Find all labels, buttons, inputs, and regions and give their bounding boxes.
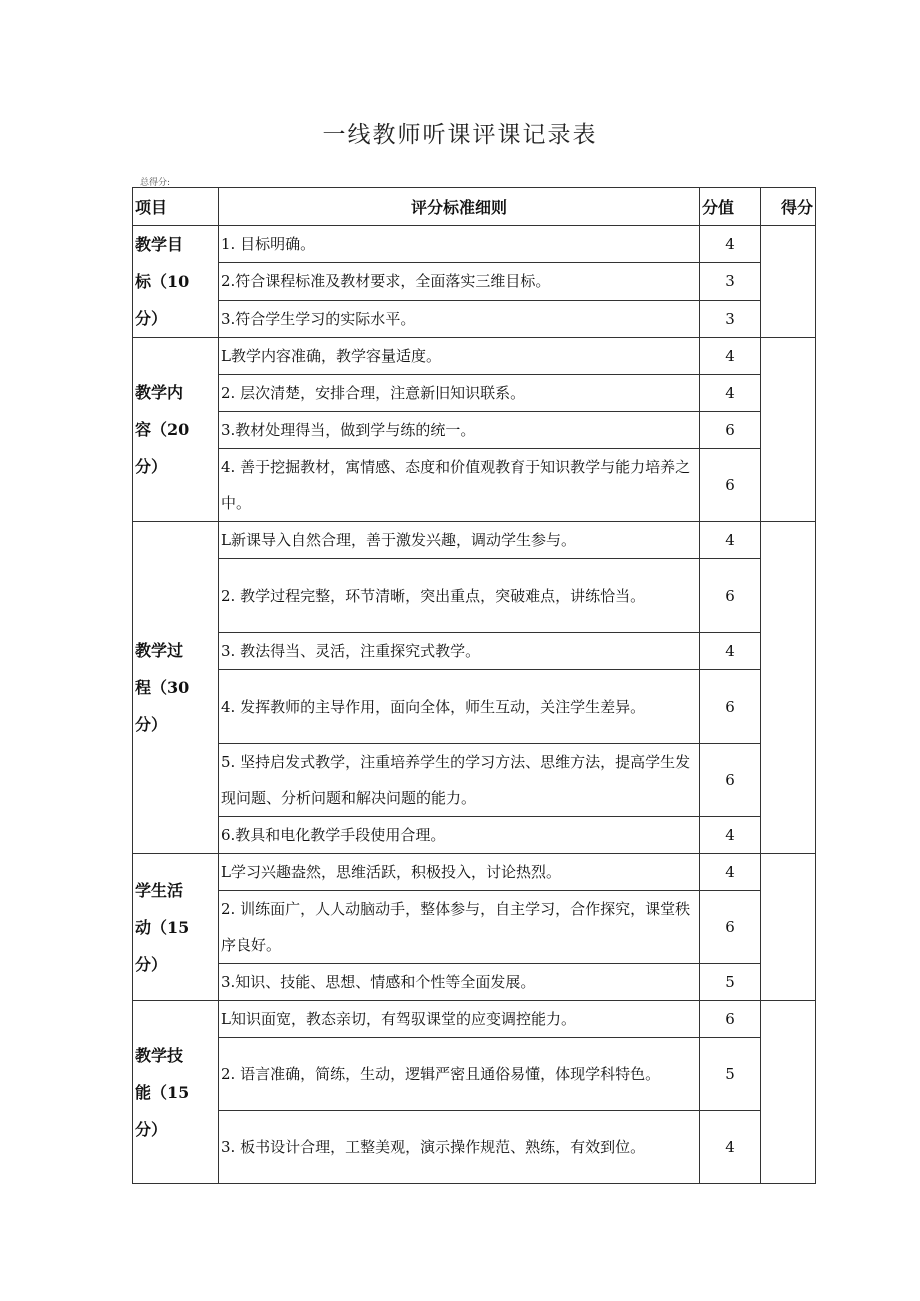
- table-row: [133, 338, 816, 375]
- table-row: [133, 263, 816, 300]
- section-name-line: 教学过: [135, 641, 184, 660]
- header-score: 得分: [761, 188, 816, 226]
- score-input-cell[interactable]: [761, 522, 816, 854]
- table-row: [133, 1038, 816, 1111]
- section-name: [133, 226, 219, 338]
- criterion-text: 2.符合课程标准及教材要求，全面落实三维目标。: [219, 263, 700, 300]
- table-row: [133, 449, 816, 522]
- score-input-cell[interactable]: [761, 338, 816, 522]
- criterion-text: 4. 善于挖掘教材，寓情感、态度和价值观教育于知识教学与能力培养之中。: [219, 449, 700, 522]
- points-value: 6: [700, 559, 761, 633]
- section-name-line: 标（10: [135, 272, 190, 291]
- table-row: [133, 891, 816, 964]
- table-row: [133, 744, 816, 817]
- criterion-text: 2. 层次清楚，安排合理，注意新旧知识联系。: [219, 375, 700, 412]
- points-value: 4: [700, 226, 761, 263]
- section-name-line: 教学技: [135, 1045, 184, 1065]
- points-value: 6: [700, 744, 761, 817]
- points-value: 6: [700, 449, 761, 522]
- table-row: [133, 559, 816, 633]
- table-row: [133, 854, 816, 891]
- table-row: [133, 1111, 816, 1184]
- table-row: [133, 375, 816, 412]
- section-name-line: 教学内: [135, 383, 184, 402]
- table-row: [133, 1001, 816, 1038]
- points-value: 4: [700, 338, 761, 375]
- header-criteria: 评分标准细则: [219, 188, 700, 226]
- points-value: 5: [700, 1038, 761, 1111]
- points-value: 4: [700, 375, 761, 412]
- section-name-line: 分）: [135, 954, 168, 974]
- score-input-cell[interactable]: [761, 226, 816, 338]
- points-value: 4: [700, 1111, 761, 1184]
- criterion-text: 2. 语言准确，简练，生动，逻辑严密且通俗易懂，体现学科特色。: [219, 1038, 700, 1111]
- table-row: [133, 300, 816, 337]
- criterion-text: 2. 教学过程完整，环节清晰，突出重点，突破难点，讲练恰当。: [219, 559, 700, 633]
- points-value: 5: [700, 964, 761, 1001]
- section-name-line: 程（30: [135, 678, 190, 697]
- section-name: [133, 338, 219, 522]
- evaluation-table: [132, 187, 816, 1184]
- section-name: [133, 1001, 219, 1184]
- section-name-line: 分）: [135, 1119, 168, 1139]
- score-input-cell[interactable]: [761, 854, 816, 1001]
- criterion-text: 1. 目标明确。: [219, 226, 700, 263]
- section-name-line: 能（15: [135, 1082, 190, 1102]
- criterion-text: 5. 坚持启发式教学，注重培养学生的学习方法、思维方法，提高学生发现问题、分析问题和解决问题的能力。: [219, 744, 700, 817]
- section-name-line: 容（20: [135, 420, 190, 439]
- points-value: 3: [700, 263, 761, 300]
- criterion-text: 4. 发挥教师的主导作用，面向全体，师生互动，关注学生差异。: [219, 670, 700, 744]
- table-row: [133, 633, 816, 670]
- points-value: 4: [700, 522, 761, 559]
- criterion-text: L教学内容准确，教学容量适度。: [219, 338, 700, 375]
- criterion-text: 3.知识、技能、思想、情感和个性等全面发展。: [219, 964, 700, 1001]
- criterion-text: 6.教具和电化教学手段使用合理。: [219, 817, 700, 854]
- table-row: [133, 964, 816, 1001]
- points-value: 6: [700, 670, 761, 744]
- section-name-line: 分）: [135, 457, 168, 476]
- criterion-text: 3. 教法得当、灵活，注重探究式教学。: [219, 633, 700, 670]
- section-name-line: 学生活: [135, 880, 184, 900]
- criterion-text: L学习兴趣盎然，思维活跃，积极投入，讨论热烈。: [219, 854, 700, 891]
- criterion-text: 3.符合学生学习的实际水平。: [219, 300, 700, 337]
- table-row: [133, 522, 816, 559]
- section-name: [133, 522, 219, 854]
- table-row: [133, 817, 816, 854]
- section-name-line: 动（15: [135, 917, 190, 937]
- criterion-text: 3.教材处理得当，做到学与练的统一。: [219, 412, 700, 449]
- section-name-line: 分）: [135, 309, 168, 328]
- score-input-cell[interactable]: [761, 1001, 816, 1184]
- header-points: 分值: [700, 188, 761, 226]
- total-score-label: 总得分:: [140, 178, 171, 188]
- criterion-text: L知识面宽，教态亲切，有驾驭课堂的应变调控能力。: [219, 1001, 700, 1038]
- criterion-text: L新课导入自然合理，善于激发兴趣，调动学生参与。: [219, 522, 700, 559]
- points-value: 4: [700, 854, 761, 891]
- points-value: 6: [700, 412, 761, 449]
- table-row: [133, 226, 816, 263]
- section-name-line: 教学目: [135, 235, 184, 254]
- section-name-line: 分）: [135, 715, 168, 734]
- page-title: 一线教师听课评课记录表: [322, 122, 598, 148]
- header-project: 项目: [133, 188, 219, 226]
- points-value: 4: [700, 633, 761, 670]
- points-value: 6: [700, 1001, 761, 1038]
- table-row: [133, 670, 816, 744]
- criterion-text: 2. 训练面广，人人动脑动手，整体参与，自主学习，合作探究，课堂秩序良好。: [219, 891, 700, 964]
- table-row: [133, 412, 816, 449]
- section-name: [133, 854, 219, 1001]
- points-value: 6: [700, 891, 761, 964]
- criterion-text: 3. 板书设计合理，工整美观，演示操作规范、熟练，有效到位。: [219, 1111, 700, 1184]
- points-value: 3: [700, 300, 761, 337]
- points-value: 4: [700, 817, 761, 854]
- table-header-row: [133, 188, 816, 226]
